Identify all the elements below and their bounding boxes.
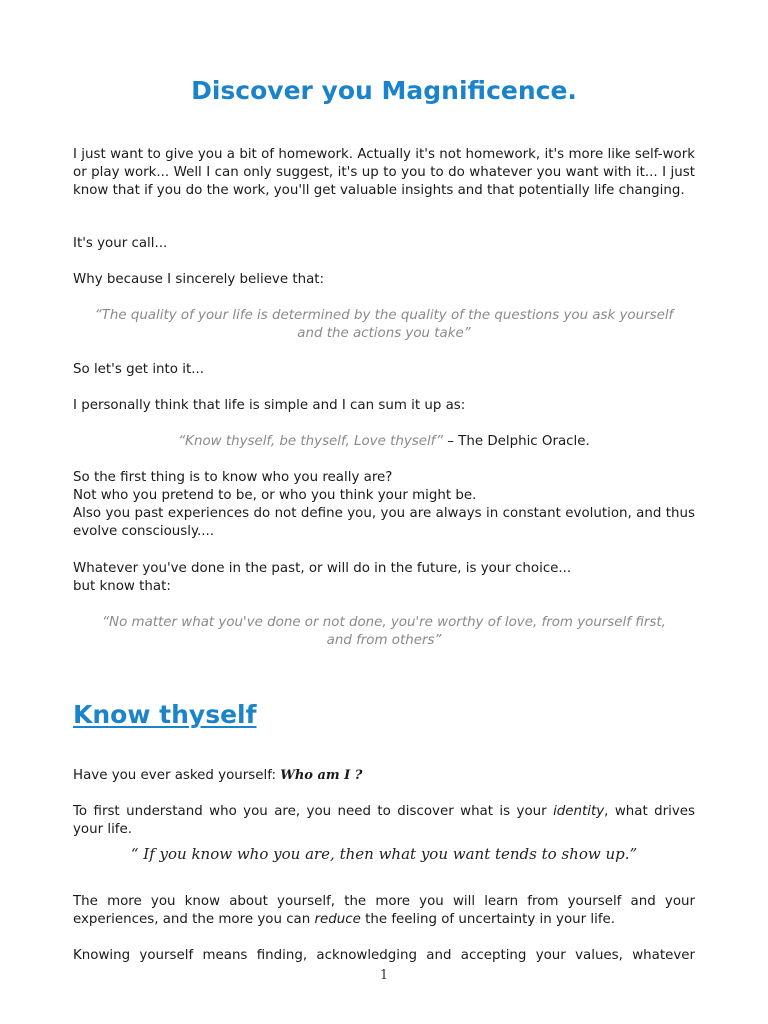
understand-c: , what drives your life. (73, 804, 696, 837)
whatever-line-2: but know that: (73, 579, 171, 594)
quote-delphic-text: “Know thyself, be thyself, Love thyself” (178, 434, 443, 449)
more-paragraph (73, 893, 695, 929)
quote-delphic-source: – The Delphic Oracle. (442, 434, 590, 449)
why-line: Why because I sincerely believe that: (73, 272, 325, 287)
quote-delphic (73, 433, 695, 451)
quote-worthy (73, 614, 695, 650)
lets-line: So let's get into it... (73, 362, 204, 377)
first-line-1: So the first thing is to know who you really are? (73, 470, 393, 485)
asked-prefix: Have you ever asked yourself: (73, 768, 281, 783)
page-title: Discover you Magnificence. (191, 76, 577, 105)
knowing-line: Knowing yourself means finding, acknowledging and accepting your values, whatever (73, 948, 695, 963)
quote-quality (73, 307, 695, 343)
whatever-block (73, 560, 695, 596)
quote-worthy-line1: “No matter what you've done or not done, you're worthy of love, from yourself first, (102, 615, 666, 630)
more-reduce: reduce (314, 912, 361, 927)
intro-paragraph: I just want to give you a bit of homework. Actually it's not homework, it's more like self-work or play work... Well I can only suggest, it's up to you to do whatever you want with it... I just know that if you do the work, you'll get valuable insights and that potentially life changing. (73, 147, 695, 198)
asked-line (73, 767, 695, 785)
call-line: It's your call... (73, 236, 168, 251)
understand-a: To first understand who you are, you need to discover what is your (73, 804, 554, 819)
understand-identity: identity (553, 804, 605, 819)
quote-worthy-line2: and from others” (326, 633, 442, 648)
page-number: 1 (379, 968, 389, 983)
understand-paragraph (73, 803, 695, 839)
first-line-3: Also you past experiences do not define you, you are always in constant evolution, and thus evolve consciously.... (73, 506, 695, 539)
first-thing-block (73, 469, 695, 541)
quote-quality-line1: “The quality of your life is determined by the quality of the questions you ask yourself (94, 308, 674, 323)
quote-show-up: “ If you know who you are, then what you want tends to show up.” (130, 845, 638, 863)
asked-question: Who am I ? (280, 768, 363, 783)
quote-quality-line2: and the actions you take” (297, 326, 471, 341)
more-a: The more you know about yourself, the more you will learn from yourself and your experiences, and the more you can (73, 894, 695, 927)
simple-line: I personally think that life is simple and I can sum it up as: (73, 398, 466, 413)
more-c: the feeling of uncertainty in your life. (360, 912, 616, 927)
section-heading-know-thyself: Know thyself (73, 700, 257, 729)
whatever-line-1: Whatever you've done in the past, or will do in the future, is your choice... (73, 561, 572, 576)
first-line-2: Not who you pretend to be, or who you think your might be. (73, 488, 477, 503)
